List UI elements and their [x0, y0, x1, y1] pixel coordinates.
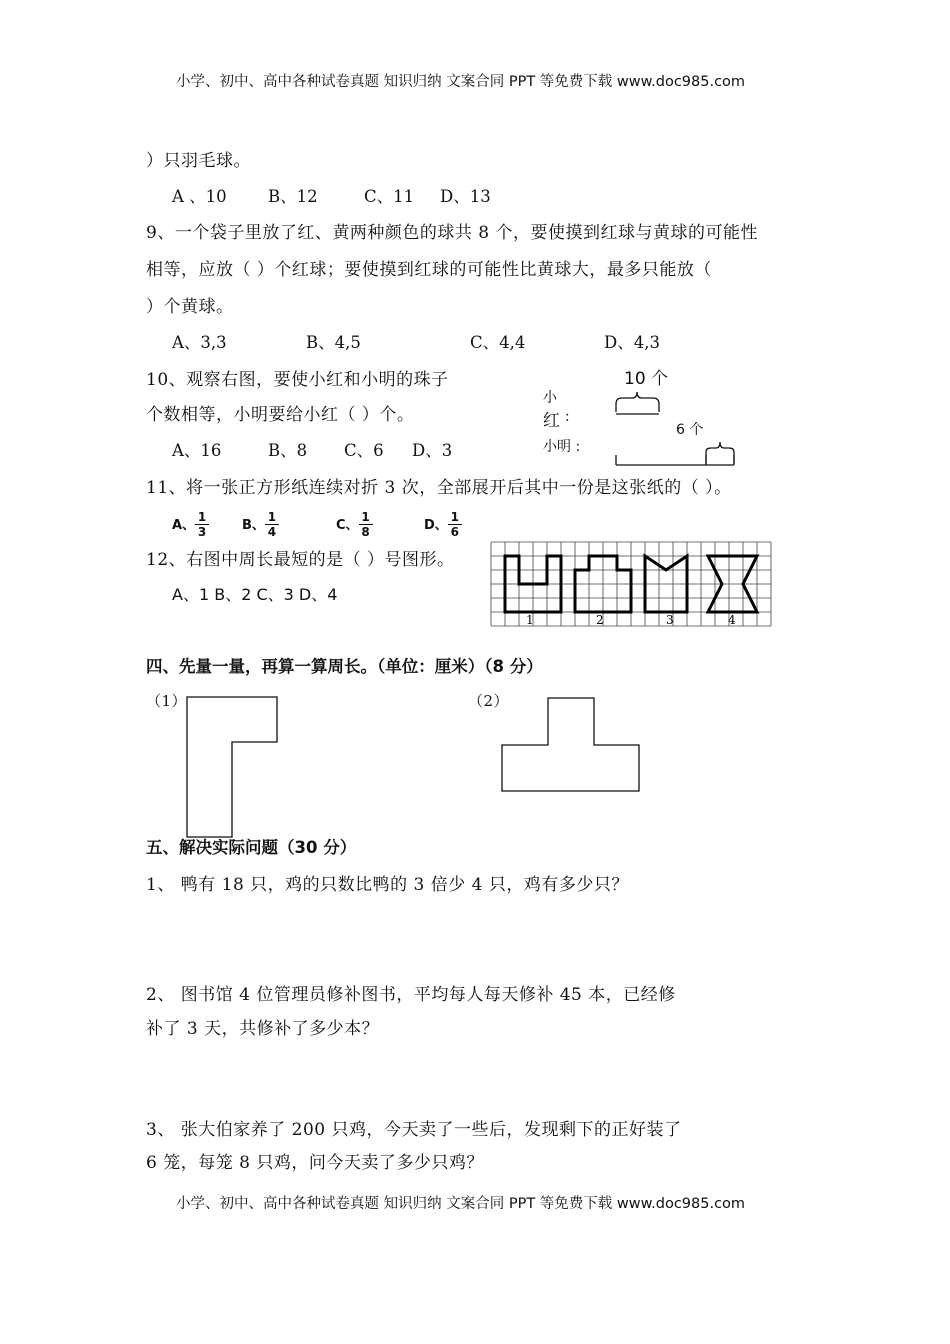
problem-3-line2: 6 笼，每笼 8 只鸡，问今天卖了多少只鸡？ — [146, 1153, 484, 1173]
fraction-one-sixth: $\frac{1}{6}$ — [448, 510, 462, 539]
q10-option-d: D、3 — [412, 441, 453, 460]
q9-option-d: D、4,3 — [604, 333, 660, 352]
section5-title: 五、解决实际问题（30 分） — [146, 838, 357, 857]
fraction-one-eighth: $\frac{1}{8}$ — [359, 510, 373, 539]
t-shape-figure — [496, 692, 646, 796]
problem-2-line2: 补了 3 天，共修补了多少本？ — [146, 1019, 380, 1039]
q8-option-b: B、12 — [268, 187, 318, 206]
q9-line3: ）个黄球。 — [146, 297, 234, 317]
q9-option-a: A、3,3 — [172, 333, 227, 352]
q10-option-b: B、8 — [268, 441, 308, 460]
q12-line1: 12、右图中周长最短的是（ ）号图形。 — [146, 550, 455, 570]
fig10-xiaoming: 小明 : — [543, 439, 581, 455]
q8-option-a: A 、10 — [172, 187, 227, 206]
q8-option-d: D、13 — [440, 187, 491, 206]
q12-options: A、1 B、2 C、3 D、4 — [172, 585, 338, 604]
q11-option-a: A、 $\frac{1}{3}$ — [172, 510, 209, 539]
fraction-one-third: $\frac{1}{3}$ — [195, 510, 209, 539]
fig1-label: （1） — [146, 692, 188, 710]
problem-3-line1: 3、 张大伯家养了 200 只鸡，今天卖了一些后，发现剩下的正好装了 — [146, 1120, 682, 1140]
problem-2-line1: 2、 图书馆 4 位管理员修补图书，平均每人每天修补 45 本，已经修 — [146, 985, 676, 1005]
fig10-xiaohong-1: 小 — [543, 390, 557, 406]
q9-option-b: B、4,5 — [306, 333, 361, 352]
t-shape — [502, 698, 639, 791]
fig10-colon: : — [565, 409, 570, 425]
l-shape — [187, 697, 277, 837]
xiaohong-brace — [616, 392, 659, 412]
q10-line1: 10、观察右图，要使小红和小明的珠子 — [146, 370, 449, 390]
grid-label-4: 4 — [728, 613, 736, 627]
l-shape-figure — [180, 690, 290, 840]
q10-line2: 个数相等，小明要给小红（ ）个。 — [146, 405, 415, 425]
q9-option-c: C、4,4 — [470, 333, 526, 352]
q8-tail: ）只羽毛球。 — [146, 151, 251, 171]
page-footer: 小学、初中、高中各种试卷真题 知识归纳 文案合同 PPT 等免费下载 www.doc985.com — [176, 1196, 746, 1212]
q10-option-c: C、6 — [344, 441, 384, 460]
perimeter-grid-figure — [490, 541, 776, 627]
grid-label-3: 3 — [666, 613, 674, 627]
page-header: 小学、初中、高中各种试卷真题 知识归纳 文案合同 PPT 等免费下载 www.doc985.com — [176, 74, 746, 90]
grid-label-2: 2 — [596, 613, 604, 627]
fig10-right-label: 6 个 — [676, 422, 704, 438]
six-brace — [706, 442, 734, 464]
grid-label-1: 1 — [526, 613, 534, 627]
q11-option-c: C、 $\frac{1}{8}$ — [336, 510, 373, 539]
q11-option-b: B、 $\frac{1}{4}$ — [242, 510, 279, 539]
q8-option-c: C、11 — [364, 187, 415, 206]
q9-line1: 9、一个袋子里放了红、黄两种颜色的球共 8 个，要使摸到红球与黄球的可能性 — [146, 223, 758, 243]
fig10-top-label: 10 个 — [624, 369, 669, 389]
fig10-xiaohong-2: 红 — [543, 411, 560, 431]
q11-line1: 11、将一张正方形纸连续对折 3 次，全部展开后其中一份是这张纸的（ ）。 — [146, 478, 732, 498]
q10-option-a: A、16 — [172, 441, 222, 460]
problem-1: 1、 鸭有 18 只，鸡的只数比鸭的 3 倍少 4 只，鸡有多少只？ — [146, 875, 629, 895]
q11-option-d: D、 $\frac{1}{6}$ — [424, 510, 462, 539]
section4-title: 四、先量一量，再算一算周长。（单位：厘米）（8 分） — [146, 657, 543, 676]
q9-line2: 相等，应放（ ）个红球；要使摸到红球的可能性比黄球大，最多只能放（ — [146, 260, 712, 280]
fig2-label: （2） — [468, 692, 510, 710]
fraction-one-quarter: $\frac{1}{4}$ — [265, 510, 279, 539]
bead-comparison-diagram — [600, 380, 750, 470]
